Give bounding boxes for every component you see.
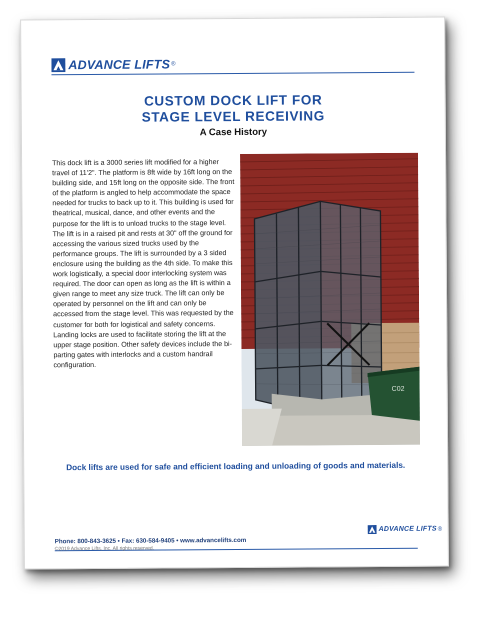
footer-copyright: ©2019 Advance Lifts, Inc. All rights reserved.: [54, 545, 155, 553]
footer-logo-mark-icon: [368, 525, 377, 534]
document-page: [20, 17, 449, 570]
title-line-1: CUSTOM DOCK LIFT FOR: [143, 92, 323, 109]
header-divider: [51, 72, 414, 76]
brand-name: ADVANCE LIFTS: [68, 57, 171, 73]
footer-logo: [368, 525, 443, 535]
page-title: [52, 92, 415, 127]
footer-contact: Phone: 800-843-3625 • Fax: 630-584-9405 • www.advancelifts.com: [54, 536, 247, 546]
case-history-body: This dock lift is a 3000 series lift modified for a higher travel of 11'2". The platform is 8ft wide by 16ft long on the building side, and 15ft long on the opposite side. The front of the platform is angled to help accommodate the space needed for trucks to back up to it. This building is used for theatrical, musical, dance, and other events and the purpose for the lift is to unload trucks to the stage level. The lift is in a raised pit and rests at 30" off the ground for accessing the various sized trucks used by the performance groups. The lift is surrounded by a 3 sided enclosure using the building as the 4th side. To make this work logistically, a special door interlocking system was required. The door can open as long as the lift is within a given range to meet any size truck. The lift can only be operated by personnel on the lift and can only be accessed from the stage level. This was requested by the customer for both for logistical and safety concerns. Landing locks are used to facilitate storing the lift at the upper stage position. Other safety devices include the bi-parting gates with interlocks and a custom handrail configuration.: [52, 158, 235, 370]
caption: Dock lifts are used for safe and efficient loading and unloading of goods and materials.: [66, 460, 406, 473]
logo-mark-icon: [51, 58, 65, 72]
footer-registered-mark: ®: [437, 526, 443, 533]
dumpster-label: C02: [391, 385, 405, 393]
page-subtitle: A Case History: [199, 126, 268, 139]
header-logo: [51, 57, 175, 72]
title-line-2: STAGE LEVEL RECEIVING: [141, 108, 325, 125]
dock-lift-photo: [240, 153, 420, 446]
footer-brand-name: ADVANCE LIFTS: [378, 525, 437, 533]
registered-mark: ®: [171, 61, 176, 68]
